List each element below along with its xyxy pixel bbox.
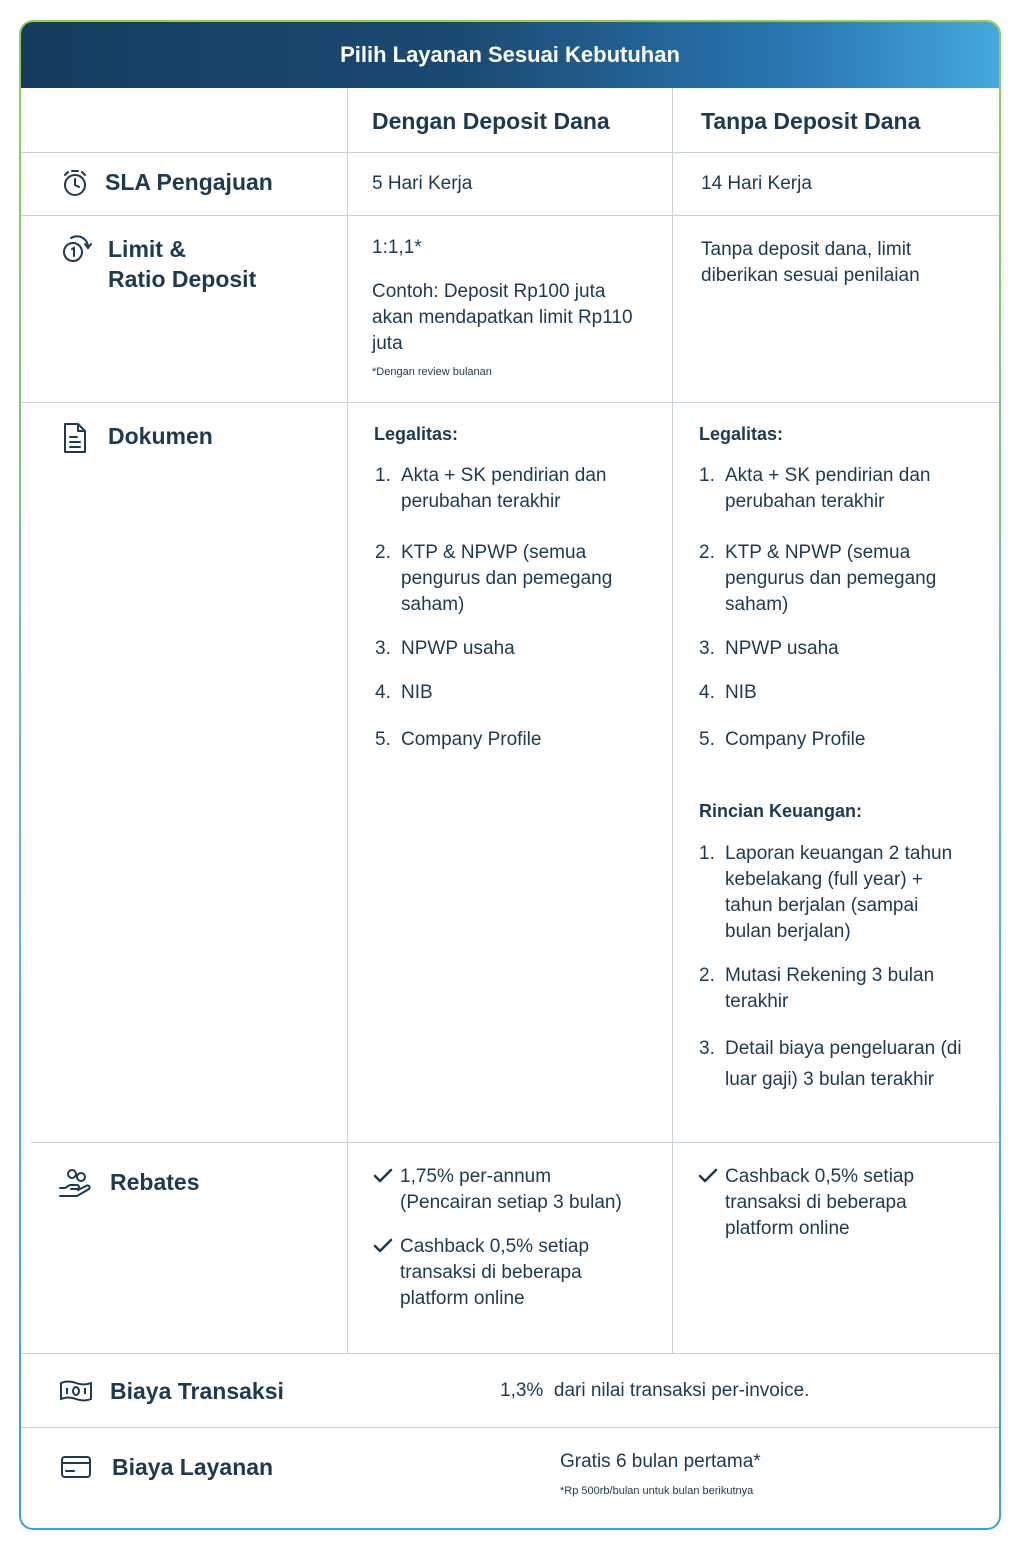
divider bbox=[21, 215, 999, 216]
row-label-limit-line1: Limit & bbox=[108, 236, 186, 262]
divider bbox=[31, 1142, 999, 1143]
row-label-limit bbox=[108, 234, 256, 294]
biaya-transaksi-rate: 1,3% bbox=[500, 1380, 544, 1401]
biaya-transaksi-value bbox=[500, 1378, 809, 1404]
column-header-without-deposit: Tanpa Deposit Dana bbox=[701, 108, 921, 134]
legal-heading-with-deposit: Legalitas: bbox=[374, 424, 459, 444]
biaya-layanan-value: Gratis 6 bulan pertama* bbox=[560, 1451, 761, 1472]
list-item: 4. NIB bbox=[375, 682, 433, 703]
list-item: 3. Detail biaya pengeluaran (di luar gaji) 3 bulan terakhir bbox=[699, 1038, 962, 1090]
column-divider bbox=[347, 88, 348, 1353]
row-label-limit-line2: Ratio Deposit bbox=[108, 266, 257, 292]
biaya-layanan-note: *Rp 500rb/bulan untuk bulan berikutnya bbox=[560, 1485, 754, 1497]
comparison-card bbox=[19, 20, 1001, 1530]
hand-coins-icon bbox=[58, 1168, 92, 1200]
rebate-item: Cashback 0,5% setiap transaksi di beberapa platform online bbox=[373, 1234, 633, 1312]
document-icon bbox=[62, 422, 88, 454]
list-item: 2. KTP & NPWP (semua pengurus dan pemegang saham) bbox=[699, 542, 937, 615]
banknote-icon bbox=[59, 1379, 93, 1403]
list-item: 5. Company Profile bbox=[375, 729, 542, 750]
row-label-sla: SLA Pengajuan bbox=[105, 169, 273, 195]
sla-with-deposit: 5 Hari Kerja bbox=[372, 173, 473, 194]
row-label-rebates: Rebates bbox=[110, 1169, 200, 1195]
card-header bbox=[21, 22, 999, 88]
row-label-dokumen: Dokumen bbox=[108, 423, 213, 449]
comparison-card-inner bbox=[21, 22, 999, 1528]
legal-list-without-deposit bbox=[699, 463, 969, 753]
rebates-without-deposit bbox=[698, 1164, 968, 1242]
sla-without-deposit: 14 Hari Kerja bbox=[701, 173, 812, 194]
coin-refresh-icon bbox=[58, 232, 92, 266]
biaya-transaksi-text: dari nilai transaksi per-invoice. bbox=[553, 1380, 810, 1401]
list-item: 5. Company Profile bbox=[699, 729, 866, 750]
check-icon bbox=[698, 1167, 718, 1193]
list-item: 3. NPWP usaha bbox=[699, 638, 839, 659]
divider bbox=[21, 402, 999, 403]
column-divider bbox=[672, 88, 673, 1353]
list-item: 3. NPWP usaha bbox=[375, 638, 515, 659]
list-item: 4. NIB bbox=[699, 682, 757, 703]
legal-heading-without-deposit: Legalitas: bbox=[699, 424, 784, 444]
stopwatch-icon bbox=[60, 168, 90, 198]
divider bbox=[21, 1353, 999, 1354]
check-icon bbox=[373, 1237, 393, 1263]
finance-heading: Rincian Keuangan: bbox=[699, 801, 863, 821]
card-title: Pilih Layanan Sesuai Kebutuhan bbox=[340, 42, 680, 67]
divider bbox=[21, 152, 999, 153]
list-item: 2. KTP & NPWP (semua pengurus dan pemegang saham) bbox=[375, 542, 613, 615]
divider bbox=[21, 1427, 999, 1428]
rebate-item: 1,75% per-annum (Pencairan setiap 3 bulan) bbox=[373, 1164, 633, 1216]
list-item: 1. Laporan keuangan 2 tahun kebelakang (full year) + tahun berjalan (sampai bulan berjalan) bbox=[699, 843, 953, 942]
row-label-biaya-layanan: Biaya Layanan bbox=[112, 1454, 274, 1480]
legal-list-with-deposit bbox=[375, 463, 645, 753]
finance-list bbox=[699, 841, 969, 1095]
limit-note: *Dengan review bulanan bbox=[372, 366, 492, 378]
check-icon bbox=[373, 1167, 393, 1193]
limit-without-deposit: Tanpa deposit dana, limit diberikan sesuai penilaian bbox=[701, 239, 920, 286]
card-icon bbox=[60, 1455, 92, 1479]
limit-ratio: 1:1,1* bbox=[372, 237, 422, 258]
list-item: 2. Mutasi Rekening 3 bulan terakhir bbox=[699, 965, 935, 1012]
list-item: 1. Akta + SK pendirian dan perubahan terakhir bbox=[699, 465, 931, 512]
list-item: 1. Akta + SK pendirian dan perubahan terakhir bbox=[375, 465, 607, 512]
rebates-with-deposit bbox=[373, 1164, 633, 1312]
rebate-item: Cashback 0,5% setiap transaksi di beberapa platform online bbox=[698, 1164, 968, 1242]
row-label-biaya-transaksi: Biaya Transaksi bbox=[110, 1378, 284, 1404]
column-header-with-deposit: Dengan Deposit Dana bbox=[372, 108, 610, 134]
limit-example: Contoh: Deposit Rp100 juta akan mendapatkan limit Rp110 juta bbox=[372, 281, 633, 354]
